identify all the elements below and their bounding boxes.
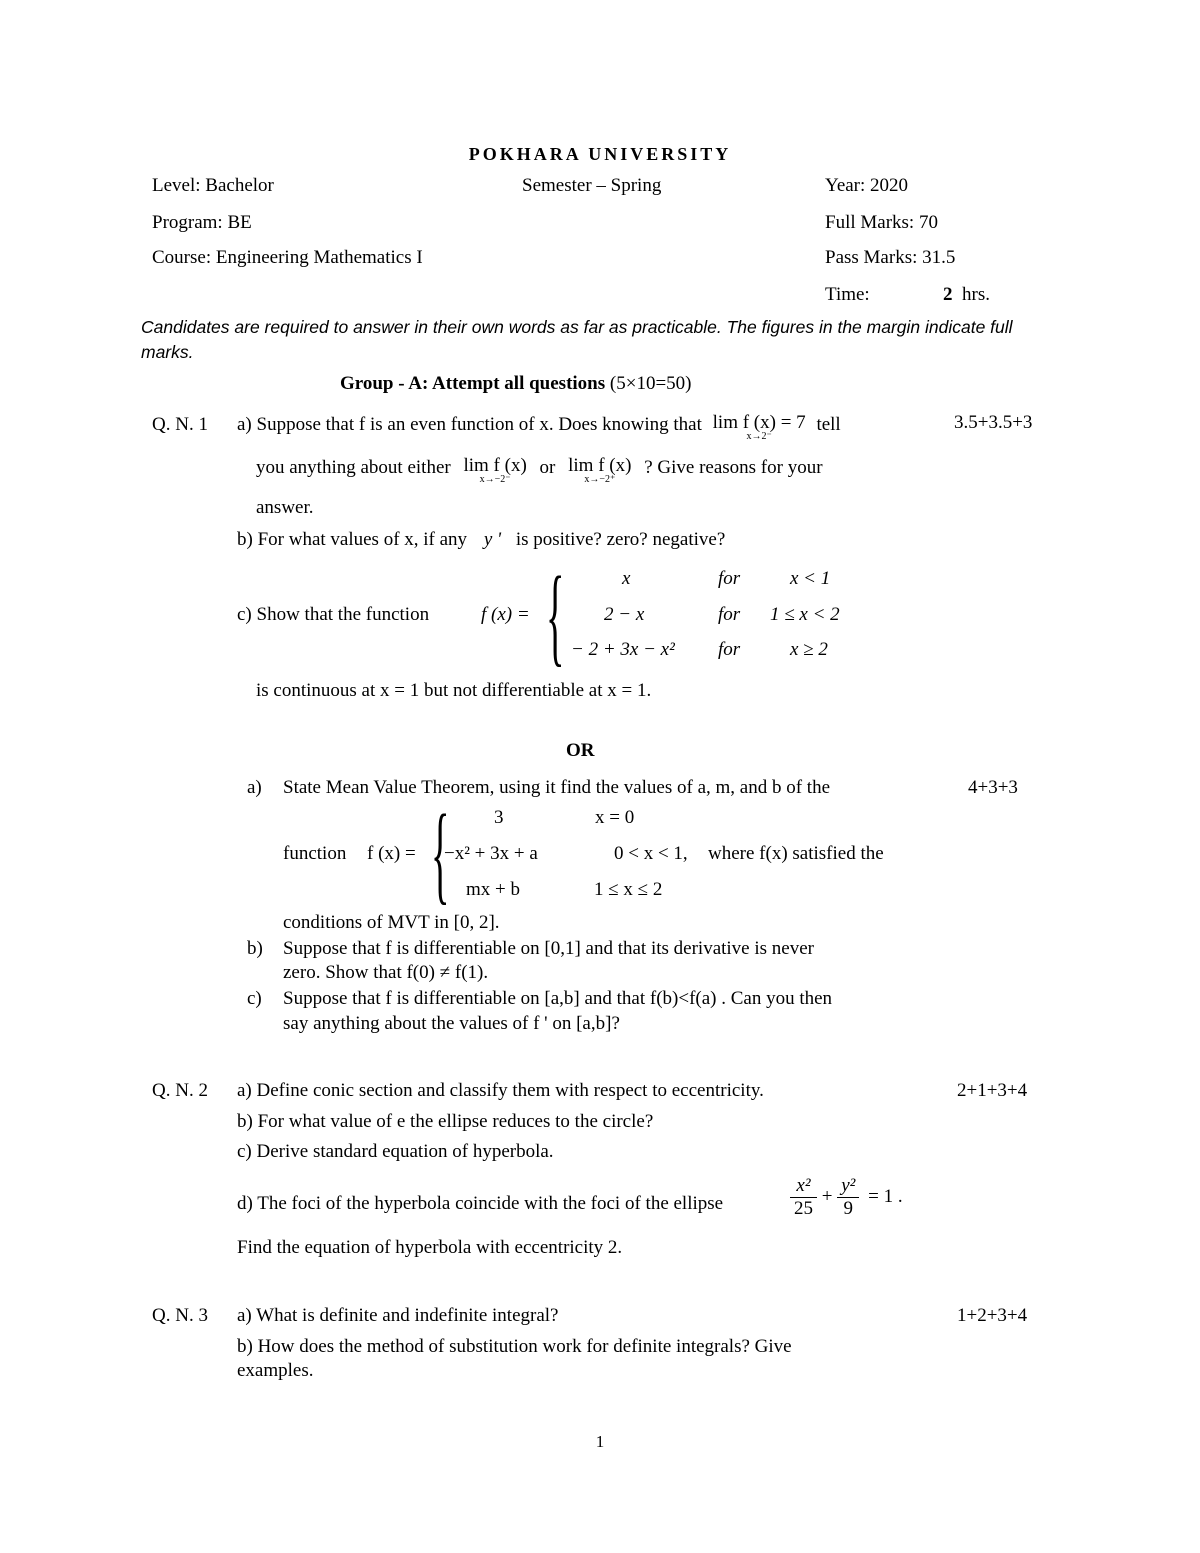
university-title: POKHARA UNIVERSITY xyxy=(468,144,732,164)
q1c-case2-cond: 1 ≤ x < 2 xyxy=(770,604,840,625)
program-field: Program: BE xyxy=(152,212,252,233)
q1-or-a-function-word: function xyxy=(283,843,347,864)
q1-or-case3-cond: 1 ≤ x ≤ 2 xyxy=(594,879,663,900)
limit-subscript: x→2⁻ xyxy=(746,431,772,442)
numerator: y² xyxy=(837,1175,859,1198)
q1a-or: or xyxy=(539,457,556,478)
q1-or-c-line1: Suppose that f is differentiable on [a,b] and that f(b)<f(a) . Can you then xyxy=(283,988,833,1009)
q1-or-marks: 4+3+3 xyxy=(968,777,1018,798)
q1-or-case3-expr: mx + b xyxy=(466,879,520,900)
q1c-case3-for: for xyxy=(718,639,741,660)
q1c-post: is continuous at x = 1 but not differentiable at x = 1. xyxy=(256,680,652,701)
q1-or-case1-cond: x = 0 xyxy=(595,807,635,828)
q3-marks: 1+2+3+4 xyxy=(957,1305,1028,1326)
q2b: b) For what value of e the ellipse reduces to the circle? xyxy=(237,1111,654,1132)
q1-or-c-line2: say anything about the values of f ' on [a,b]? xyxy=(283,1013,620,1034)
q1a-limit-2 xyxy=(463,457,526,485)
fraction-y2-9 xyxy=(837,1175,859,1220)
denominator: 25 xyxy=(794,1198,813,1219)
group-a-title: Group - A: Attempt all questions xyxy=(340,373,606,394)
group-a-heading xyxy=(340,373,692,395)
instructions: Candidates are required to answer in their own words as far as practicable. The figures in the margin indicate full marks. xyxy=(141,317,1013,362)
year-field: Year: 2020 xyxy=(825,175,909,196)
q1c-fx: f (x) = xyxy=(481,604,530,625)
q3b-line1: b) How does the method of substitution work for definite integrals? Give xyxy=(237,1336,792,1357)
limit-subscript: x→−2⁻ xyxy=(479,474,511,485)
level-field: Level: Bachelor xyxy=(152,175,274,196)
q1b-y-prime: y ' xyxy=(483,529,502,550)
group-a-marks: (5×10=50) xyxy=(609,373,692,394)
q1a-line2-post: ? Give reasons for your xyxy=(644,457,823,478)
q2d-ellipse-equation xyxy=(790,1175,903,1220)
q2-number: Q. N. 2 xyxy=(152,1080,208,1101)
q1b xyxy=(237,529,725,551)
denominator: 9 xyxy=(843,1198,854,1219)
q1-or-a-label: a) xyxy=(247,777,262,798)
q1b-post: is positive? zero? negative? xyxy=(515,529,726,550)
q1c-pre: c) Show that the function xyxy=(237,604,430,625)
q1c-case1-for: for xyxy=(718,568,741,589)
q1c-case3-expr: − 2 + 3x − x² xyxy=(571,639,675,660)
or-label: OR xyxy=(566,740,595,761)
pass-marks-field: Pass Marks: 31.5 xyxy=(825,247,956,268)
q1-number: Q. N. 1 xyxy=(152,414,208,435)
q1c-case1-cond: x < 1 xyxy=(790,568,831,589)
equals-one: = 1 . xyxy=(868,1185,903,1207)
q2d-pre: d) The foci of the hyperbola coincide with the foci of the ellipse xyxy=(237,1193,724,1214)
q1-or-case1-expr: 3 xyxy=(494,807,504,828)
q1a-limit-3 xyxy=(568,457,631,485)
plus-sign: + xyxy=(821,1185,833,1207)
q1-or-a-line-end: conditions of MVT in [0, 2]. xyxy=(283,912,500,933)
q1a-text-post: tell xyxy=(816,414,841,435)
q1-or-case2-cond: 0 < x < 1, xyxy=(614,843,688,864)
semester-field: Semester – Spring xyxy=(522,175,662,196)
q2d-line2: Find the equation of hyperbola with eccentricity 2. xyxy=(237,1237,623,1258)
q1a-limit-1 xyxy=(713,414,806,442)
q1-or-b-label: b) xyxy=(247,938,263,959)
q2-marks: 2+1+3+4 xyxy=(957,1080,1028,1101)
q1c-case2-for: for xyxy=(718,604,741,625)
q1c-case1-expr: x xyxy=(622,568,631,589)
q1a-line2-pre: you anything about either xyxy=(256,457,451,478)
q1-or-a-where: where f(x) satisfied the xyxy=(708,843,884,864)
q1c-case2-expr: 2 − x xyxy=(604,604,645,625)
q2a: a) Define conic section and classify them with respect to eccentricity. xyxy=(237,1080,764,1101)
q1-or-a-brace: { xyxy=(431,792,450,914)
q3-number: Q. N. 3 xyxy=(152,1305,208,1326)
q1a-line2 xyxy=(256,457,823,485)
fraction-x2-25 xyxy=(790,1175,817,1220)
q1-marks: 3.5+3.5+3 xyxy=(954,412,1033,433)
course-field: Course: Engineering Mathematics I xyxy=(152,247,423,268)
limit-expression: lim f (x) xyxy=(568,455,632,476)
q1a-line1 xyxy=(237,414,841,442)
q3b-line2: examples. xyxy=(237,1360,314,1381)
q1a-line3: answer. xyxy=(256,497,314,518)
limit-expression: lim f (x) xyxy=(463,455,527,476)
full-marks-field: Full Marks: 70 xyxy=(825,212,938,233)
page-number: 1 xyxy=(595,1432,605,1451)
q1b-pre: b) For what values of x, if any xyxy=(237,529,468,550)
q1-or-a-fx: f (x) = xyxy=(367,843,416,864)
time-unit: hrs. xyxy=(962,284,990,305)
q1-or-a-line1: State Mean Value Theorem, using it find the values of a, m, and b of the xyxy=(283,777,831,798)
limit-expression: lim f (x) = 7 xyxy=(712,412,806,433)
q1-or-b-line2: zero. Show that f(0) ≠ f(1). xyxy=(283,962,489,983)
q1a-text-pre: a) Suppose that f is an even function of x. Does knowing that xyxy=(237,414,702,435)
q1c-brace: { xyxy=(546,554,565,676)
limit-subscript: x→−2⁺ xyxy=(584,474,616,485)
numerator: x² xyxy=(790,1175,817,1198)
q1-or-b-line1: Suppose that f is differentiable on [0,1] and that its derivative is never xyxy=(283,938,814,959)
q1c-case3-cond: x ≥ 2 xyxy=(790,639,828,660)
time-value: 2 xyxy=(943,284,953,305)
q1-or-c-label: c) xyxy=(247,988,262,1009)
q2c: c) Derive standard equation of hyperbola. xyxy=(237,1141,554,1162)
q3a: a) What is definite and indefinite integral? xyxy=(237,1305,559,1326)
time-label: Time: xyxy=(825,284,870,305)
q1-or-case2-expr: −x² + 3x + a xyxy=(444,843,538,864)
